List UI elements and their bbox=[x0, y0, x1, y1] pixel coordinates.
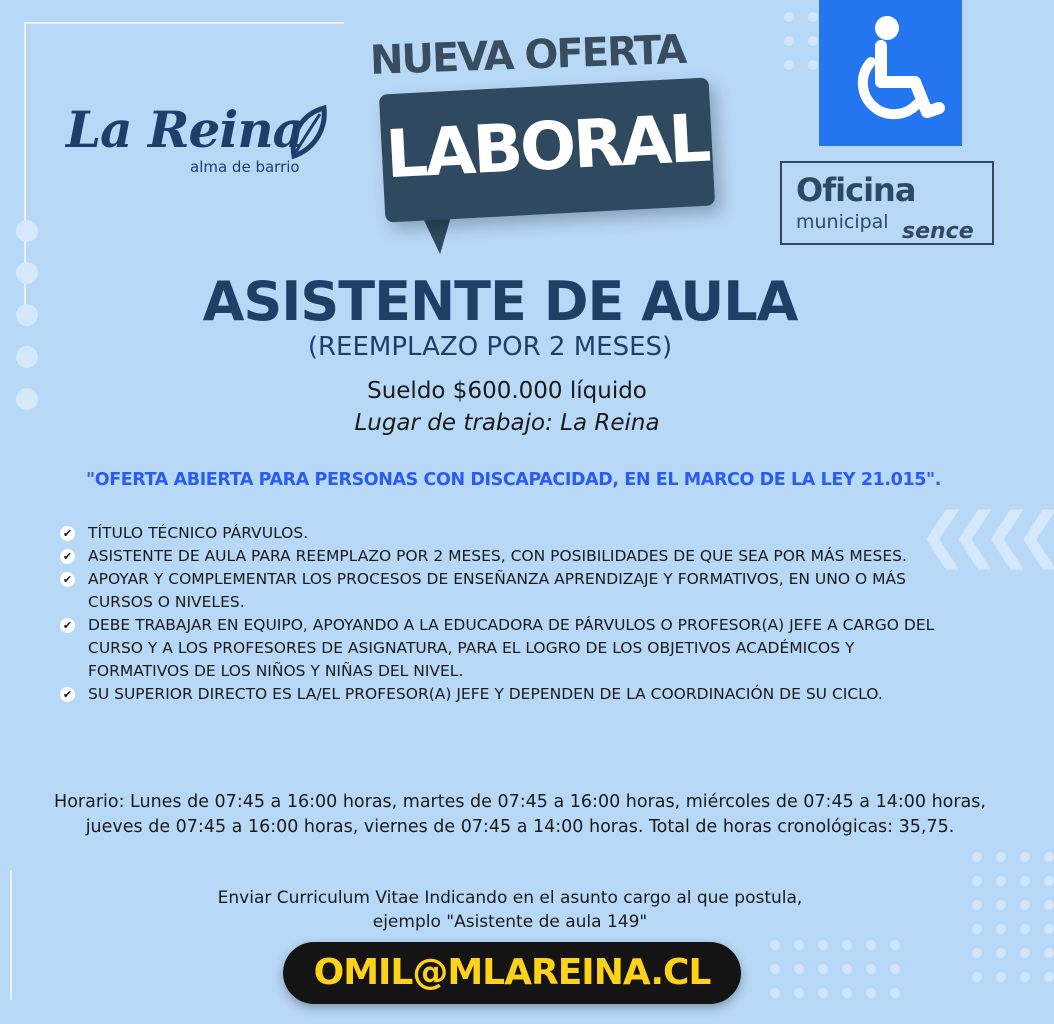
sence-brand: sence bbox=[902, 219, 974, 244]
job-subtitle: (REEMPLAZO POR 2 MESES) bbox=[307, 332, 673, 362]
check-icon: ✔ bbox=[60, 687, 75, 702]
requirements-list bbox=[60, 522, 940, 706]
send-instructions bbox=[150, 886, 870, 934]
la-reina-logo bbox=[66, 100, 336, 190]
headline-bubble-text: LABORAL bbox=[383, 99, 710, 194]
job-title: ASISTENTE DE AULA bbox=[202, 270, 798, 333]
list-item: ✔ APOYAR Y COMPLEMENTAR LOS PROCESOS DE ENSEÑANZA APRENDIZAJE Y FORMATIVOS, EN UNO O MÁS CURSOS O NIVELES. bbox=[60, 568, 940, 614]
list-item: ✔ SU SUPERIOR DIRECTO ES LA/EL PROFESOR(A) JEFE Y DEPENDEN DE LA COORDINACIÓN DE SU CICLO. bbox=[60, 683, 940, 706]
list-item: ✔ TÍTULO TÉCNICO PÁRVULOS. bbox=[60, 522, 940, 545]
check-icon: ✔ bbox=[60, 572, 75, 587]
decorative-side-line bbox=[10, 870, 12, 1000]
email-button[interactable] bbox=[283, 942, 741, 1004]
check-icon: ✔ bbox=[60, 549, 75, 564]
check-icon: ✔ bbox=[60, 618, 75, 633]
oficina-title: Oficina bbox=[796, 171, 916, 209]
decorative-dots-bottom-right bbox=[972, 852, 1054, 982]
send-line-2: ejemplo "Asistente de aula 149" bbox=[372, 912, 648, 932]
logo-tagline: alma de barrio bbox=[190, 158, 300, 176]
decorative-chevrons: ❮❮❮❮ bbox=[918, 500, 1048, 570]
logo-name: La Reina bbox=[66, 100, 305, 159]
decorative-dots-bottom-center bbox=[770, 940, 900, 998]
oficina-subtitle: municipal bbox=[796, 211, 889, 233]
leaf-icon bbox=[288, 104, 328, 160]
accessibility-badge bbox=[819, 0, 962, 146]
email-address[interactable]: OMIL@MLAREINA.CL bbox=[313, 952, 711, 993]
list-item: ✔ DEBE TRABAJAR EN EQUIPO, APOYANDO A LA EDUCADORA DE PÁRVULOS O PROFESOR(A) JEFE A CARGO DEL CURSO Y A LOS PROFESORES DE ASIGNATURA, PARA EL LOGRO DE LOS OBJETIVOS ACADÉMICOS Y FORMATIVOS DE LOS NIÑOS Y NIÑAS DEL NIVEL. bbox=[60, 614, 940, 683]
salary: Sueldo $600.000 líquido bbox=[367, 378, 647, 404]
schedule-text: Horario: Lunes de 07:45 a 16:00 horas, martes de 07:45 a 16:00 horas, miércoles de 07:45 a 14:00 horas, jueves de 07:45 a 16:00 horas, viernes de 07:45 a 14:00 horas. Total de horas cronológicas: 35,75. bbox=[54, 792, 986, 837]
oficina-municipal-logo bbox=[780, 161, 994, 245]
disability-notice: "OFERTA ABIERTA PARA PERSONAS CON DISCAPACIDAD, EN EL MARCO DE LA LEY 21.015". bbox=[86, 470, 941, 490]
headline-top: NUEVA OFERTA bbox=[369, 26, 686, 84]
wheelchair-icon bbox=[819, 0, 962, 146]
send-line-1: Enviar Curriculum Vitae Indicando en el asunto cargo al que postula, bbox=[217, 888, 803, 908]
check-icon: ✔ bbox=[60, 526, 75, 541]
work-place: Lugar de trabajo: La Reina bbox=[354, 410, 660, 436]
list-item: ✔ ASISTENTE DE AULA PARA REEMPLAZO POR 2 MESES, CON POSIBILIDADES DE QUE SEA POR MÁS MESES. bbox=[60, 545, 940, 568]
speech-bubble bbox=[379, 77, 715, 222]
